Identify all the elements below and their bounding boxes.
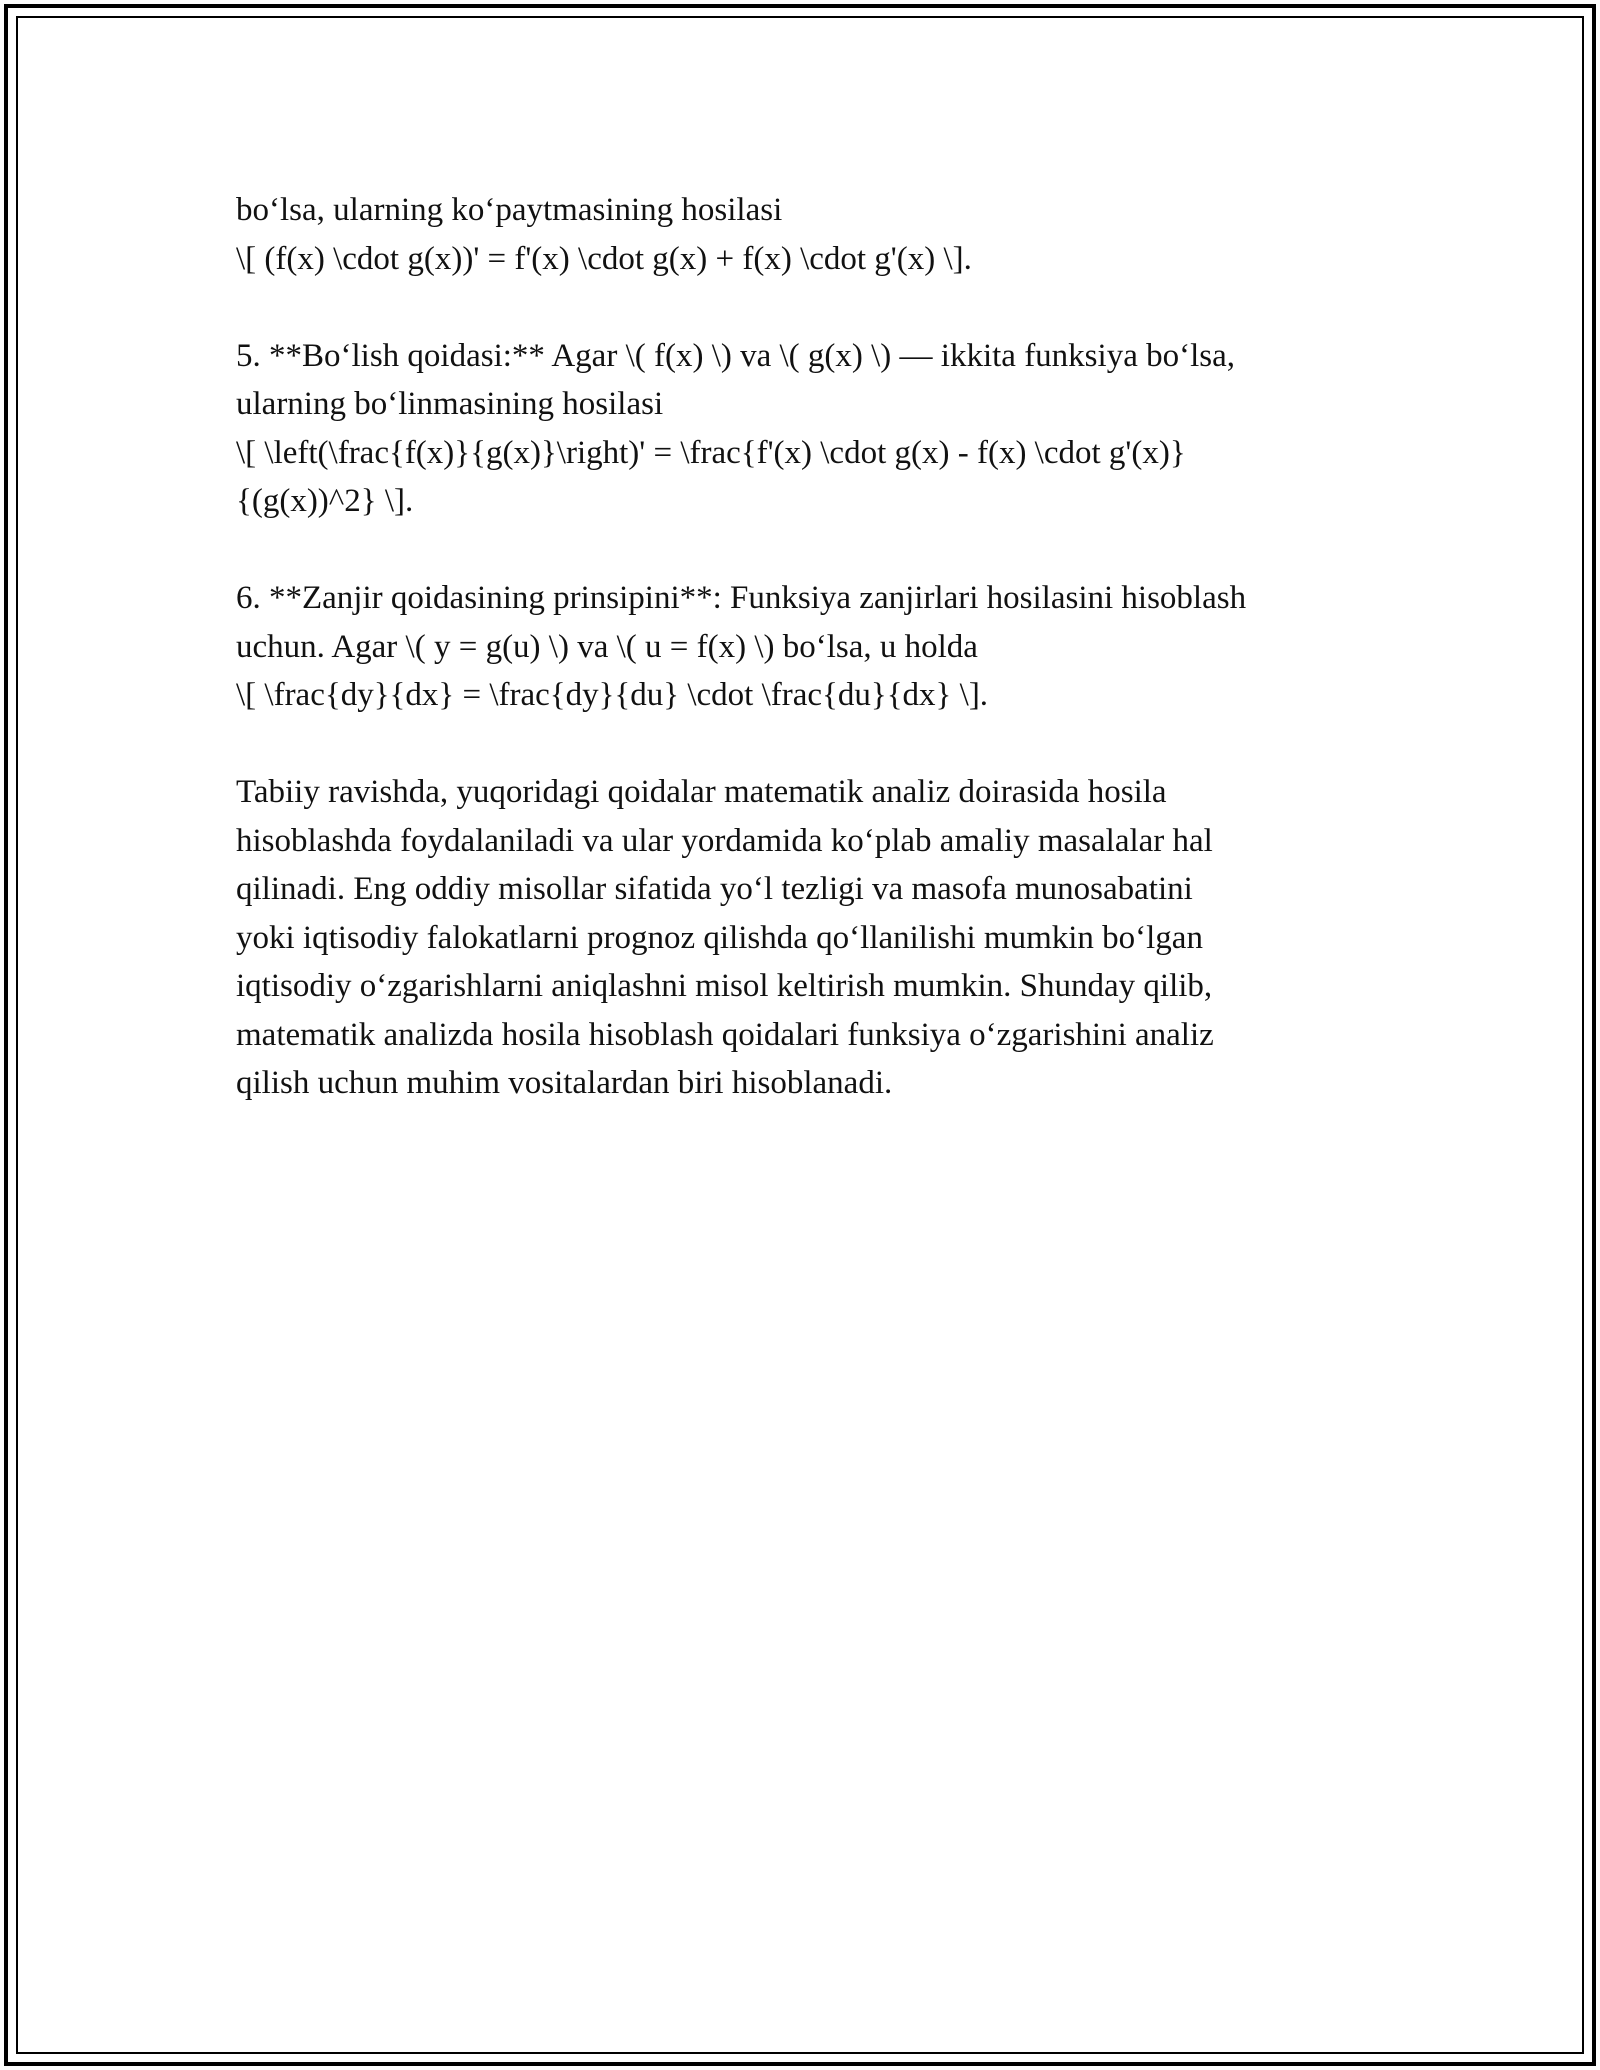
- text-line: Tabiiy ravishda, yuqoridagi qoidalar matematik analiz doirasida hosila: [236, 774, 1167, 810]
- text-line: yoki iqtisodiy falokatlarni prognoz qilishda qo‘llanilishi mumkin bo‘lgan: [236, 919, 1203, 956]
- text-line: qilinadi. Eng oddiy misollar sifatida yo‘l tezligi va masofa munosabatini: [236, 871, 1193, 907]
- formula-line: \[ \left(\frac{f(x)}{g(x)}\right)' = \frac{f'(x) \cdot g(x) - f(x) \cdot g'(x)}: [236, 434, 1186, 471]
- text-line: 6. **Zanjir qoidasining prinsipini**: Funksiya zanjirlari hosilasini hisoblash: [236, 580, 1247, 616]
- text-line: uchun. Agar \( y = g(u) \) va \( u = f(x) \) bo‘lsa, u holda: [236, 628, 978, 665]
- formula-line: \[ (f(x) \cdot g(x))' = f'(x) \cdot g(x) + f(x) \cdot g'(x) \].: [236, 240, 972, 277]
- text-line: 5. **Bo‘lish qoidasi:** Agar \( f(x) \) va \( g(x) \) — ikkita funksiya bo‘lsa,: [236, 337, 1235, 374]
- document-body: [236, 186, 1396, 1156]
- text-line: hisoblashda foydalaniladi va ular yordamida ko‘plab amaliy masalalar hal: [236, 822, 1213, 859]
- formula-line: {(g(x))^2} \].: [236, 483, 414, 519]
- text-line: iqtisodiy o‘zgarishlarni aniqlashni misol keltirish mumkin. Shunday qilib,: [236, 968, 1213, 1004]
- paragraph-quotient-rule: [236, 332, 1396, 526]
- paragraph-conclusion: [236, 768, 1396, 1108]
- text-line: ularning bo‘linmasining hosilasi: [236, 386, 664, 422]
- text-line: qilish uchun muhim vositalardan biri hisoblanadi.: [236, 1065, 893, 1101]
- paragraph-chain-rule: [236, 574, 1396, 720]
- text-line: matematik analizda hosila hisoblash qoidalari funksiya o‘zgarishini analiz: [236, 1016, 1214, 1053]
- text-line: bo‘lsa, ularning ko‘paytmasining hosilasi: [236, 192, 783, 228]
- formula-line: \[ \frac{dy}{dx} = \frac{dy}{du} \cdot \frac{du}{dx} \].: [236, 677, 989, 713]
- paragraph-product-rule-end: [236, 186, 1396, 283]
